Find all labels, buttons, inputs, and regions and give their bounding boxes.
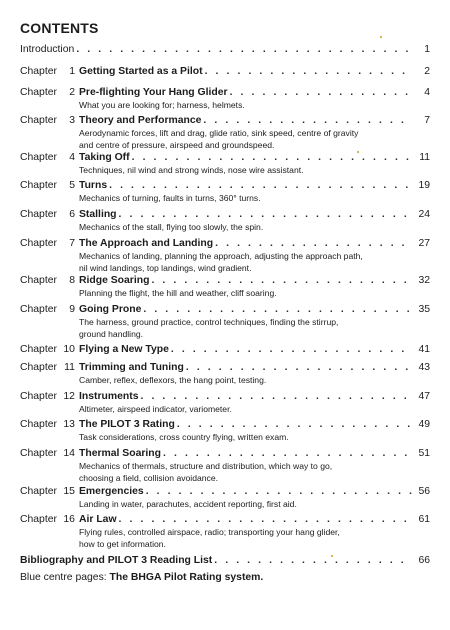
chapter-label bbox=[20, 448, 75, 460]
chapter-label bbox=[20, 362, 75, 374]
chapter-word: Chapter bbox=[20, 391, 57, 402]
dot-leader bbox=[215, 238, 412, 250]
chapter-label bbox=[20, 180, 75, 192]
page-number: 27 bbox=[418, 238, 430, 249]
chapter-description: Mechanics of thermals, structure and distribution, which way to go, bbox=[79, 461, 333, 471]
page-number: 41 bbox=[418, 344, 430, 355]
chapter-title: Pre-flighting Your Hang Glider bbox=[79, 87, 228, 98]
page-number: 66 bbox=[418, 555, 430, 566]
chapter-number: 7 bbox=[69, 238, 75, 249]
chapter-title: Air Law bbox=[79, 514, 117, 525]
dot-leader bbox=[171, 344, 412, 356]
chapter-number: 4 bbox=[69, 152, 75, 163]
chapter-word: Chapter bbox=[20, 362, 57, 373]
chapter-label bbox=[20, 419, 75, 431]
chapter-word: Chapter bbox=[20, 514, 57, 525]
chapter-label bbox=[20, 152, 75, 164]
chapter-number: 9 bbox=[69, 304, 75, 315]
dot-leader bbox=[143, 304, 412, 316]
chapter-description: What you are looking for; harness, helmets. bbox=[79, 100, 245, 110]
chapter-description: ground handling. bbox=[79, 328, 144, 339]
dot-leader bbox=[205, 66, 412, 78]
footer-prefix: Blue centre pages: bbox=[20, 572, 107, 583]
chapter-word: Chapter bbox=[20, 152, 57, 163]
page-number: 51 bbox=[418, 448, 430, 459]
chapter-label bbox=[20, 275, 75, 287]
chapter-description: choosing a field, collision avoidance. bbox=[79, 472, 219, 483]
chapter-description: Task considerations, cross country flying, written exam. bbox=[79, 432, 289, 442]
chapter-description: Camber, reflex, deflexors, the hang point, testing. bbox=[79, 375, 267, 385]
chapter-description: how to get information. bbox=[79, 538, 166, 549]
chapter-title: Flying a New Type bbox=[79, 344, 169, 355]
page-number: 47 bbox=[418, 391, 430, 402]
chapter-title: Ridge Soaring bbox=[79, 275, 150, 286]
chapter-number: 10 bbox=[63, 344, 75, 355]
chapter-title: Theory and Performance bbox=[79, 115, 202, 126]
dot-leader bbox=[76, 44, 412, 56]
chapter-label bbox=[20, 87, 75, 99]
chapter-number: 13 bbox=[63, 419, 75, 430]
chapter-title: Trimming and Tuning bbox=[79, 362, 184, 373]
chapter-title: Instruments bbox=[79, 391, 139, 402]
chapter-number: 1 bbox=[69, 66, 75, 77]
chapter-word: Chapter bbox=[20, 66, 57, 77]
page-number: 4 bbox=[424, 87, 430, 98]
chapter-description: Planning the flight, the hill and weather, cliff soaring. bbox=[79, 288, 277, 298]
page-number: 1 bbox=[424, 44, 430, 55]
dot-leader bbox=[203, 115, 412, 127]
dot-leader bbox=[177, 419, 412, 431]
chapter-description: nil wind landings, top landings, wind gradient. bbox=[79, 262, 252, 273]
chapter-number: 15 bbox=[63, 486, 75, 497]
chapter-word: Chapter bbox=[20, 115, 57, 126]
chapter-number: 11 bbox=[64, 362, 75, 373]
chapter-number: 5 bbox=[69, 180, 75, 191]
chapter-word: Chapter bbox=[20, 344, 57, 355]
page-number: 19 bbox=[418, 180, 430, 191]
dot-leader bbox=[119, 514, 412, 526]
chapter-number: 3 bbox=[69, 115, 75, 126]
chapter-number: 2 bbox=[69, 87, 75, 98]
dot-leader bbox=[146, 486, 412, 498]
footer-note bbox=[20, 572, 263, 583]
chapter-description: Altimeter, airspeed indicator, variometer. bbox=[79, 404, 232, 414]
chapter-number: 14 bbox=[63, 448, 75, 459]
dot-leader bbox=[163, 448, 412, 460]
dot-leader bbox=[109, 180, 412, 192]
chapter-word: Chapter bbox=[20, 87, 57, 98]
introduction-title: Introduction bbox=[20, 44, 75, 55]
chapter-label bbox=[20, 115, 75, 127]
chapter-title: Going Prone bbox=[79, 304, 142, 315]
chapter-label bbox=[20, 391, 75, 403]
chapter-label bbox=[20, 66, 75, 78]
page-number: 32 bbox=[418, 275, 430, 286]
dot-leader bbox=[186, 362, 412, 374]
chapter-description: Mechanics of landing, planning the approach, adjusting the approach path, bbox=[79, 251, 363, 261]
page-title: CONTENTS bbox=[20, 20, 99, 36]
dot-leader bbox=[151, 275, 412, 287]
chapter-word: Chapter bbox=[20, 448, 57, 459]
dot-leader bbox=[132, 152, 412, 164]
page-number: 43 bbox=[418, 362, 430, 373]
chapter-description: Techniques, nil wind and strong winds, nose wire assistant. bbox=[79, 165, 304, 175]
chapter-label bbox=[20, 514, 75, 526]
chapter-word: Chapter bbox=[20, 238, 57, 249]
chapter-label bbox=[20, 344, 75, 356]
chapter-description: Mechanics of the stall, flying too slowly, the spin. bbox=[79, 222, 264, 232]
chapter-number: 12 bbox=[63, 391, 75, 402]
page-number: 24 bbox=[418, 209, 430, 220]
chapter-description: Landing in water, parachutes, accident reporting, first aid. bbox=[79, 499, 297, 509]
chapter-word: Chapter bbox=[20, 304, 57, 315]
page-number: 56 bbox=[418, 486, 430, 497]
chapter-title: The PILOT 3 Rating bbox=[79, 419, 175, 430]
chapter-title: Taking Off bbox=[79, 152, 130, 163]
page-number: 11 bbox=[419, 152, 430, 163]
chapter-title: Thermal Soaring bbox=[79, 448, 161, 459]
page-number: 49 bbox=[418, 419, 430, 430]
chapter-word: Chapter bbox=[20, 180, 57, 191]
page-number: 61 bbox=[418, 514, 430, 525]
chapter-description: and centre of pressure, airspeed and groundspeed. bbox=[79, 139, 275, 150]
footer-title: The BHGA Pilot Rating system. bbox=[109, 572, 264, 583]
page-number: 35 bbox=[418, 304, 430, 315]
chapter-description: Mechanics of turning, faults in turns, 360° turns. bbox=[79, 193, 261, 203]
page-number: 2 bbox=[424, 66, 430, 77]
chapter-word: Chapter bbox=[20, 419, 57, 430]
bibliography-title: Bibliography and PILOT 3 Reading List bbox=[20, 555, 213, 566]
dot-leader bbox=[119, 209, 412, 221]
dot-leader bbox=[214, 555, 412, 567]
chapter-word: Chapter bbox=[20, 275, 57, 286]
chapter-description: The harness, ground practice, control techniques, finding the stirrup, bbox=[79, 317, 339, 327]
chapter-label bbox=[20, 486, 75, 498]
chapter-label bbox=[20, 238, 75, 250]
chapter-title: Emergencies bbox=[79, 486, 144, 497]
chapter-title: Turns bbox=[79, 180, 108, 191]
chapter-label bbox=[20, 209, 75, 221]
chapter-title: Getting Started as a Pilot bbox=[79, 66, 203, 77]
chapter-number: 16 bbox=[63, 514, 75, 525]
chapter-title: Stalling bbox=[79, 209, 117, 220]
chapter-number: 6 bbox=[69, 209, 75, 220]
chapter-description: Aerodynamic forces, lift and drag, glide ratio, sink speed, centre of gravity bbox=[79, 128, 359, 138]
print-speck bbox=[380, 36, 382, 38]
chapter-number: 8 bbox=[69, 275, 75, 286]
chapter-title: The Approach and Landing bbox=[79, 238, 214, 249]
chapter-word: Chapter bbox=[20, 209, 57, 220]
chapter-word: Chapter bbox=[20, 486, 57, 497]
dot-leader bbox=[140, 391, 412, 403]
chapter-description: Flying rules, controlled airspace, radio; transporting your hang glider, bbox=[79, 527, 340, 537]
page-number: 7 bbox=[424, 115, 430, 126]
dot-leader bbox=[230, 87, 412, 99]
chapter-label bbox=[20, 304, 75, 316]
